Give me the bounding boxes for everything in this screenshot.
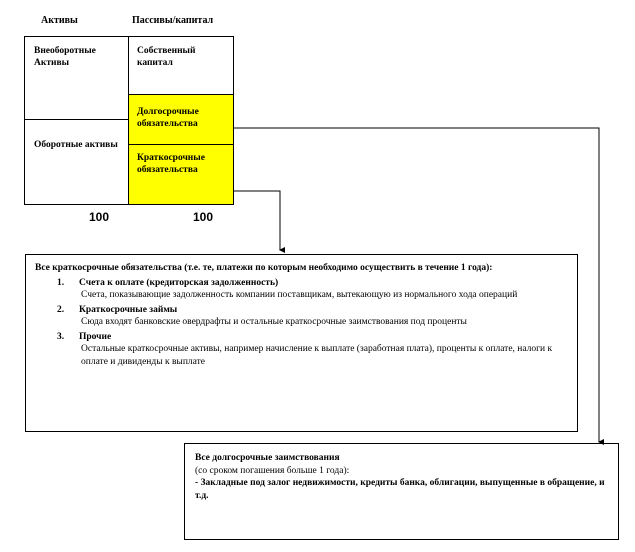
item-number: 2. (57, 304, 65, 315)
long-term-liabilities-note (184, 443, 619, 540)
short-term-liabilities-label: Краткосрочные обязательства (137, 153, 205, 175)
item-number: 1. (57, 277, 65, 288)
item-title: Краткосрочные займы (79, 304, 178, 315)
item-description: Счета, показывающие задолженность компании поставщикам, вытекающую из нормального хода операций (81, 290, 518, 300)
list-item (35, 304, 567, 317)
list-item (35, 331, 567, 344)
item-description: Остальные краткосрочные активы, например начисление к выплате (заработная плата), проценты к оплате, налоги к оплате и дивиденды к выплате (81, 344, 553, 367)
item-description: Сюда входят банковские овердрафты и остальные краткосрочные заимствования под проценты (81, 317, 467, 327)
assets-total: 100 (89, 210, 110, 224)
item-title: Прочие (79, 331, 112, 342)
non-current-assets-label: Внеоборотные Активы (34, 46, 96, 68)
current-assets-label: Оборотные активы (34, 140, 118, 150)
liabilities-header: Пассивы/капитал (132, 15, 214, 26)
assets-header: Активы (41, 15, 78, 26)
long-term-note-title: Все долгосрочные заимствования (195, 453, 340, 463)
long-term-note-body: - Закладные под залог недвижимости, кредиты банка, облигации, выпущенные в обращение, и т.д. (195, 478, 605, 501)
item-title: Счета к оплате (кредиторская задолженность) (79, 277, 279, 288)
list-item (35, 277, 567, 290)
short-term-liabilities-note (25, 254, 578, 432)
item-number: 3. (57, 331, 65, 342)
short-term-arrow (233, 191, 280, 250)
liabilities-total: 100 (193, 210, 214, 224)
equity-label: Собственный капитал (137, 46, 196, 68)
long-term-liabilities-label: Долгосрочные обязательства (137, 107, 199, 129)
short-term-note-intro: Все краткосрочные обязательства (т.е. те, платежи по которым необходимо осуществить в течение 1 года): (35, 263, 493, 273)
long-term-note-subtitle: (со сроком погашения больше 1 года): (195, 465, 350, 476)
